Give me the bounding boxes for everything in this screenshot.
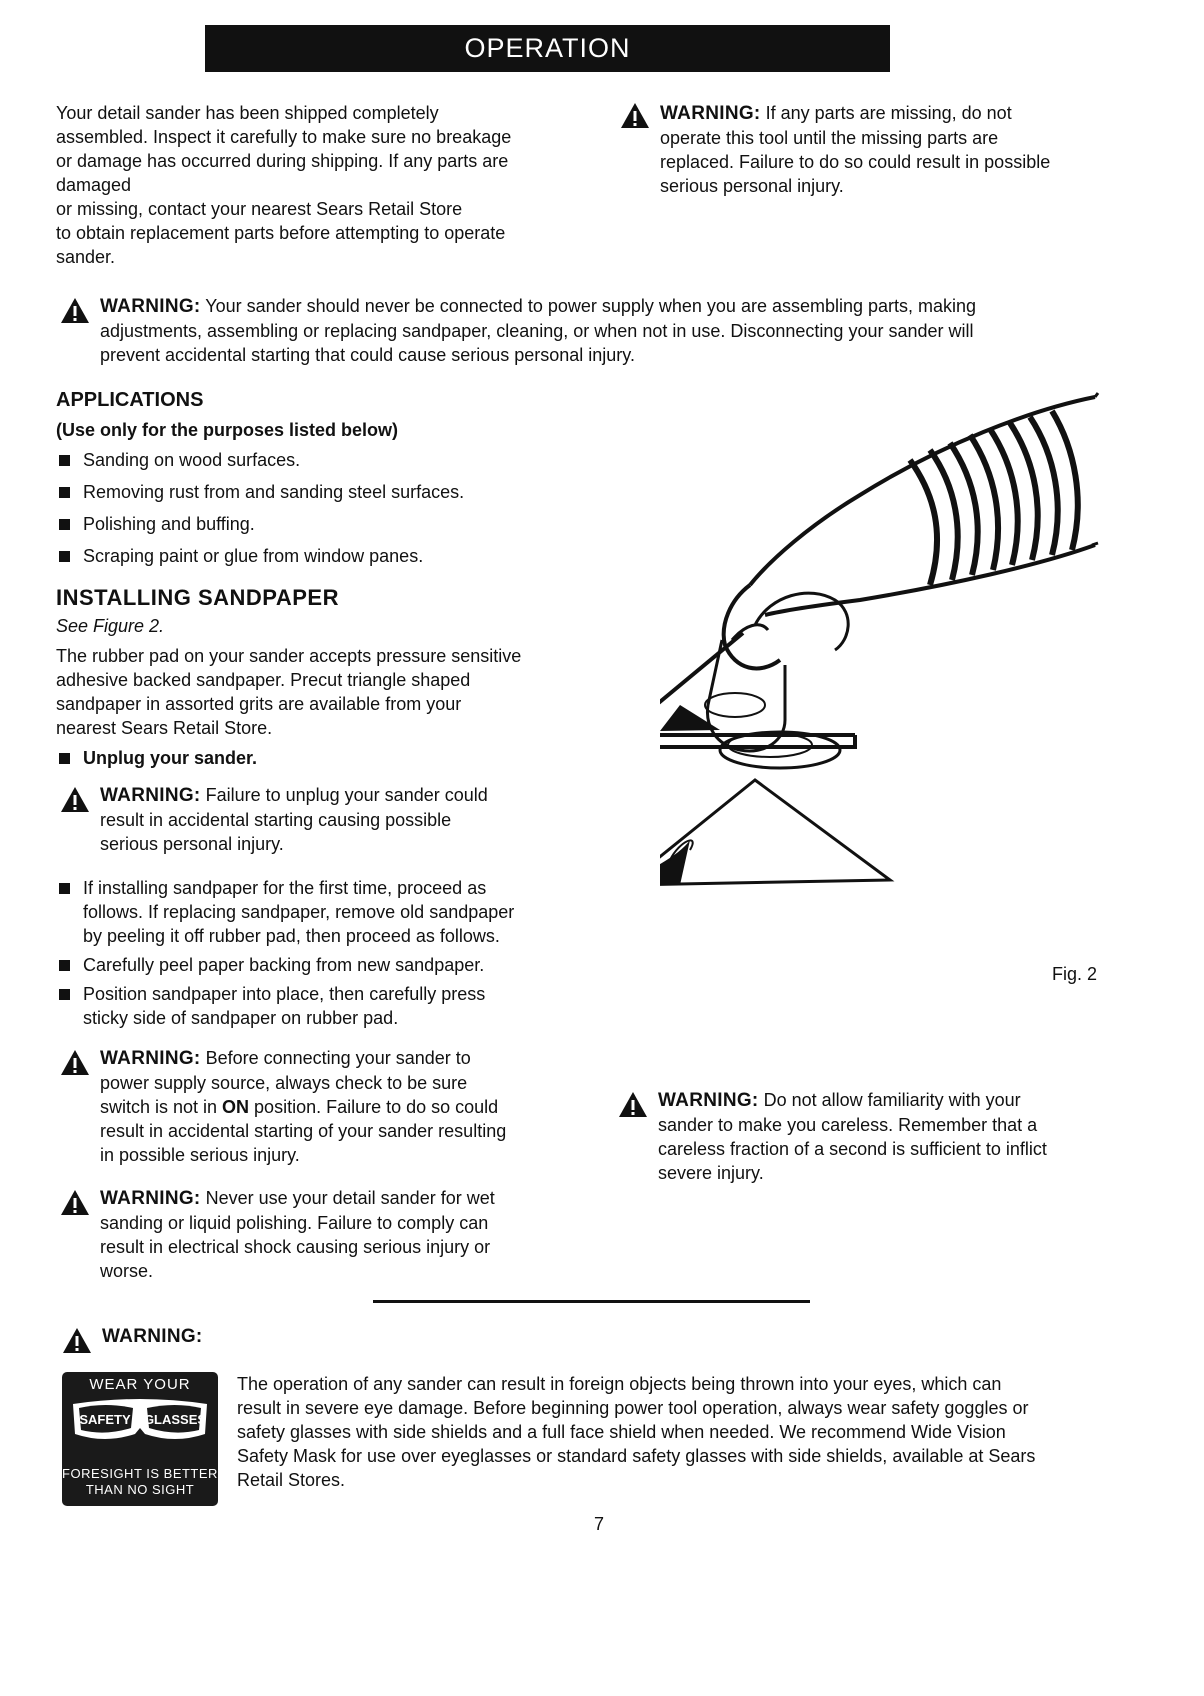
section-divider [373, 1300, 810, 1303]
bullet-icon [59, 551, 70, 562]
badge-bottom-text: FORESIGHT IS BETTER [62, 1466, 218, 1481]
warning-unplug [60, 783, 620, 856]
warning-text: Failure to unplug your sander could [205, 785, 488, 805]
eye-warning-text [237, 1372, 1157, 1492]
list-item: Scraping paint or glue from window panes. [56, 544, 656, 568]
warning-label: WARNING: [100, 1188, 201, 1209]
warning-text: adjustments, assembling or replacing sandpaper, cleaning, or when not in use. Disconnecting your sander will [100, 321, 974, 341]
bullet-icon [59, 753, 70, 764]
intro-line: assembled. Inspect it carefully to make sure no breakage [56, 127, 512, 147]
list-item: Unplug your sander. [56, 746, 656, 770]
warning-text: serious personal injury. [100, 834, 284, 854]
warning-text: sander to make you careless. Remember that a [658, 1115, 1038, 1135]
badge-safety-text: SAFETY [79, 1412, 131, 1427]
warning-text: Retail Stores. [237, 1470, 346, 1490]
warning-triangle-icon [618, 1090, 648, 1118]
installing-line: adhesive backed sandpaper. Precut triangle shaped [56, 670, 471, 690]
warning-wet-sanding [60, 1186, 630, 1283]
sander-illustration [660, 385, 1110, 965]
warning-label: WARNING: [100, 1048, 201, 1069]
installing-line: sandpaper in assorted grits are available from your [56, 694, 462, 714]
warning-triangle-icon [620, 101, 650, 129]
badge-top-text: WEAR YOUR [89, 1376, 191, 1393]
warning-label: WARNING: [100, 296, 201, 317]
figure-reference: See Figure 2. [56, 616, 165, 636]
warning-text: The operation of any sander can result in foreign objects being thrown into your eyes, which can [237, 1374, 1002, 1394]
warning-switch [60, 1046, 630, 1167]
warning-triangle-icon [62, 1326, 92, 1354]
installing-line: The rubber pad on your sander accepts pressure sensitive [56, 646, 522, 666]
page-number: 7 [594, 1514, 605, 1534]
badge-glasses-text: GLASSES [143, 1412, 207, 1427]
list-item: Removing rust from and sanding steel surfaces. [56, 480, 656, 504]
bullet-icon [59, 487, 70, 498]
warning-text: power supply source, always check to be sure [100, 1073, 468, 1093]
safety-glasses-badge [62, 1372, 218, 1506]
eye-warning-heading [62, 1322, 362, 1352]
list-item: Carefully peel paper backing from new sandpaper. [56, 953, 636, 977]
badge-bottom-text: THAN NO SIGHT [85, 1482, 195, 1497]
warning-label: WARNING: [100, 785, 201, 806]
bullet-icon [59, 455, 70, 466]
intro-line: Your detail sander has been shipped completely [56, 103, 439, 123]
warning-power-supply [60, 294, 1160, 367]
warning-text: result in accidental starting causing possible [100, 810, 452, 830]
warning-text: in possible serious injury. [100, 1145, 300, 1165]
applications-subtitle: (Use only for the purposes listed below) [56, 420, 399, 440]
warning-triangle-icon [60, 296, 90, 324]
warning-text: worse. [100, 1261, 154, 1281]
warning-text: result in severe eye damage. Before beginning power tool operation, always wear safety goggles or [237, 1398, 1029, 1418]
bullet-icon [59, 960, 70, 971]
warning-text: Do not allow familiarity with your [763, 1090, 1021, 1110]
intro-line: to obtain replacement parts before attempting to operate [56, 223, 506, 243]
goggles-icon [65, 1394, 215, 1448]
warning-text: If any parts are missing, do not [765, 103, 1012, 123]
applications-title: APPLICATIONS [56, 389, 204, 411]
intro-line: or damage has occurred during shipping. If any parts are [56, 151, 509, 171]
warning-triangle-icon [60, 1048, 90, 1076]
intro-line: sander. [56, 247, 116, 267]
warning-text: Safety Mask for use over eyeglasses or standard safety glasses with side shields, available at Sears [237, 1446, 1036, 1466]
warning-missing-parts [620, 101, 1120, 198]
intro-line: or missing, contact your nearest Sears Retail Store [56, 199, 463, 219]
warning-text: operate this tool until the missing parts are [660, 128, 999, 148]
warning-label: WARNING: [658, 1090, 759, 1111]
list-item: Position sandpaper into place, then carefully press sticky side of sandpaper on rubber pad. [56, 982, 636, 1030]
warning-text: Before connecting your sander to [205, 1048, 471, 1068]
warning-familiarity [618, 1088, 1138, 1185]
warning-text: switch is not in ON position. Failure to do so could [100, 1097, 499, 1117]
figure-caption: Fig. 2 [1052, 964, 1098, 984]
bullet-icon [59, 519, 70, 530]
bullet-icon [59, 989, 70, 1000]
intro-paragraph [56, 101, 616, 269]
warning-triangle-icon [60, 785, 90, 813]
warning-label: WARNING: [660, 103, 761, 124]
warning-text: severe injury. [658, 1163, 764, 1183]
warning-text: prevent accidental starting that could cause serious personal injury. [100, 345, 635, 365]
installing-title: INSTALLING SANDPAPER [56, 585, 339, 610]
warning-text: Your sander should never be connected to power supply when you are assembling parts, making [205, 296, 977, 316]
list-item: If installing sandpaper for the first time, proceed as follows. If replacing sandpaper, remove old sandpaper by peeling it off rubber pad, then proceed as follows. [56, 876, 636, 948]
warning-text: Never use your detail sander for wet [205, 1188, 495, 1208]
list-item: Polishing and buffing. [56, 512, 656, 536]
installing-section [56, 584, 656, 770]
applications-section [56, 387, 656, 568]
warning-text: careless fraction of a second is sufficient to inflict [658, 1139, 1047, 1159]
warning-text: result in accidental starting of your sander resulting [100, 1121, 507, 1141]
warning-text: sanding or liquid polishing. Failure to comply can [100, 1213, 489, 1233]
warning-text: result in electrical shock causing serious injury or [100, 1237, 491, 1257]
section-header: OPERATION [205, 25, 890, 72]
warning-text: safety glasses with side shields and a full face shield when needed. We recommend Wide Vision [237, 1422, 1006, 1442]
warning-text: serious personal injury. [660, 176, 844, 196]
bullet-icon [59, 883, 70, 894]
warning-text: replaced. Failure to do so could result in possible [660, 152, 1051, 172]
intro-line: damaged [56, 175, 132, 195]
warning-label: WARNING: [102, 1326, 203, 1347]
steps-list [56, 876, 636, 1030]
list-item: Sanding on wood surfaces. [56, 448, 656, 472]
installing-line: nearest Sears Retail Store. [56, 718, 273, 738]
warning-triangle-icon [60, 1188, 90, 1216]
